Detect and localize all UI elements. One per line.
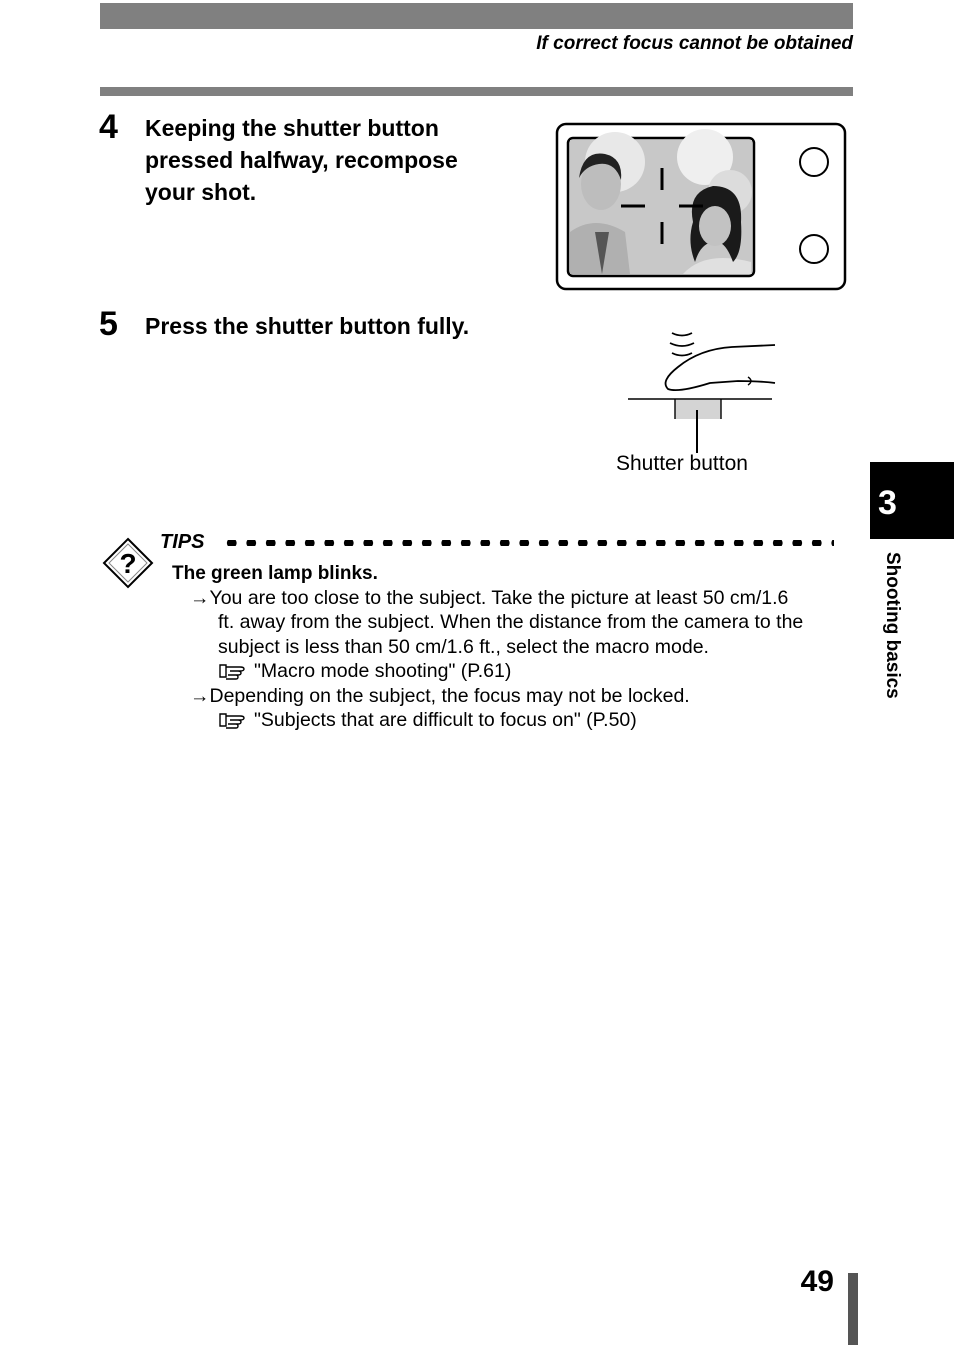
green-lamp-indicator <box>800 148 828 176</box>
page-number-bar <box>848 1273 858 1345</box>
tip-item-1 <box>190 586 803 684</box>
step-5-text: Press the shutter button fully. <box>145 313 470 339</box>
orange-lamp-indicator <box>800 235 828 263</box>
tip-heading: The green lamp blinks. <box>172 563 378 584</box>
tip-item-2 <box>190 684 690 733</box>
tips-dotted-rule <box>222 540 834 546</box>
question-diamond-icon <box>101 536 155 590</box>
header-divider <box>100 87 853 96</box>
step-5-number: 5 <box>99 305 118 343</box>
tip-item-2-line-1: →Depending on the subject, the focus may not be locked. <box>190 685 690 707</box>
tip-item-2-ref <box>190 708 690 732</box>
step-4-line-1: Keeping the shutter button <box>145 115 439 141</box>
step-4-line-2: pressed halfway, recompose <box>145 147 458 173</box>
chapter-number: 3 <box>878 484 897 522</box>
tip-item-1-ref <box>190 659 803 683</box>
tip-item-1-line-2: ft. away from the subject. When the distance from the camera to the <box>218 611 804 634</box>
shutter-button-caption: Shutter button <box>616 452 748 475</box>
header-top-bar <box>100 3 853 29</box>
page-header-title: If correct focus cannot be obtained <box>536 33 853 54</box>
tip-item-1-ref-text: "Macro mode shooting" (P.61) <box>254 660 512 683</box>
svg-text:?: ? <box>119 548 137 579</box>
tip-item-1-line-1: →You are too close to the subject. Take the picture at least 50 cm/1.6 <box>190 587 789 609</box>
reference-hand-icon <box>218 660 248 680</box>
reference-hand-icon <box>218 709 248 729</box>
step-4-number: 4 <box>99 108 118 146</box>
press-motion-icon <box>670 333 694 356</box>
tip-item-2-ref-text: "Subjects that are difficult to focus on" (P.50) <box>254 709 637 732</box>
chapter-label: Shooting basics <box>882 552 903 699</box>
step-4-text <box>145 112 458 208</box>
tips-label: TIPS <box>160 531 205 553</box>
step-4-line-3: your shot. <box>145 179 257 205</box>
page-number: 49 <box>800 1265 834 1298</box>
shutter-press-illustration <box>620 325 790 455</box>
tip-item-1-line-3: subject is less than 50 cm/1.6 ft., select the macro mode. <box>218 635 709 658</box>
camera-monitor-illustration <box>555 122 847 292</box>
